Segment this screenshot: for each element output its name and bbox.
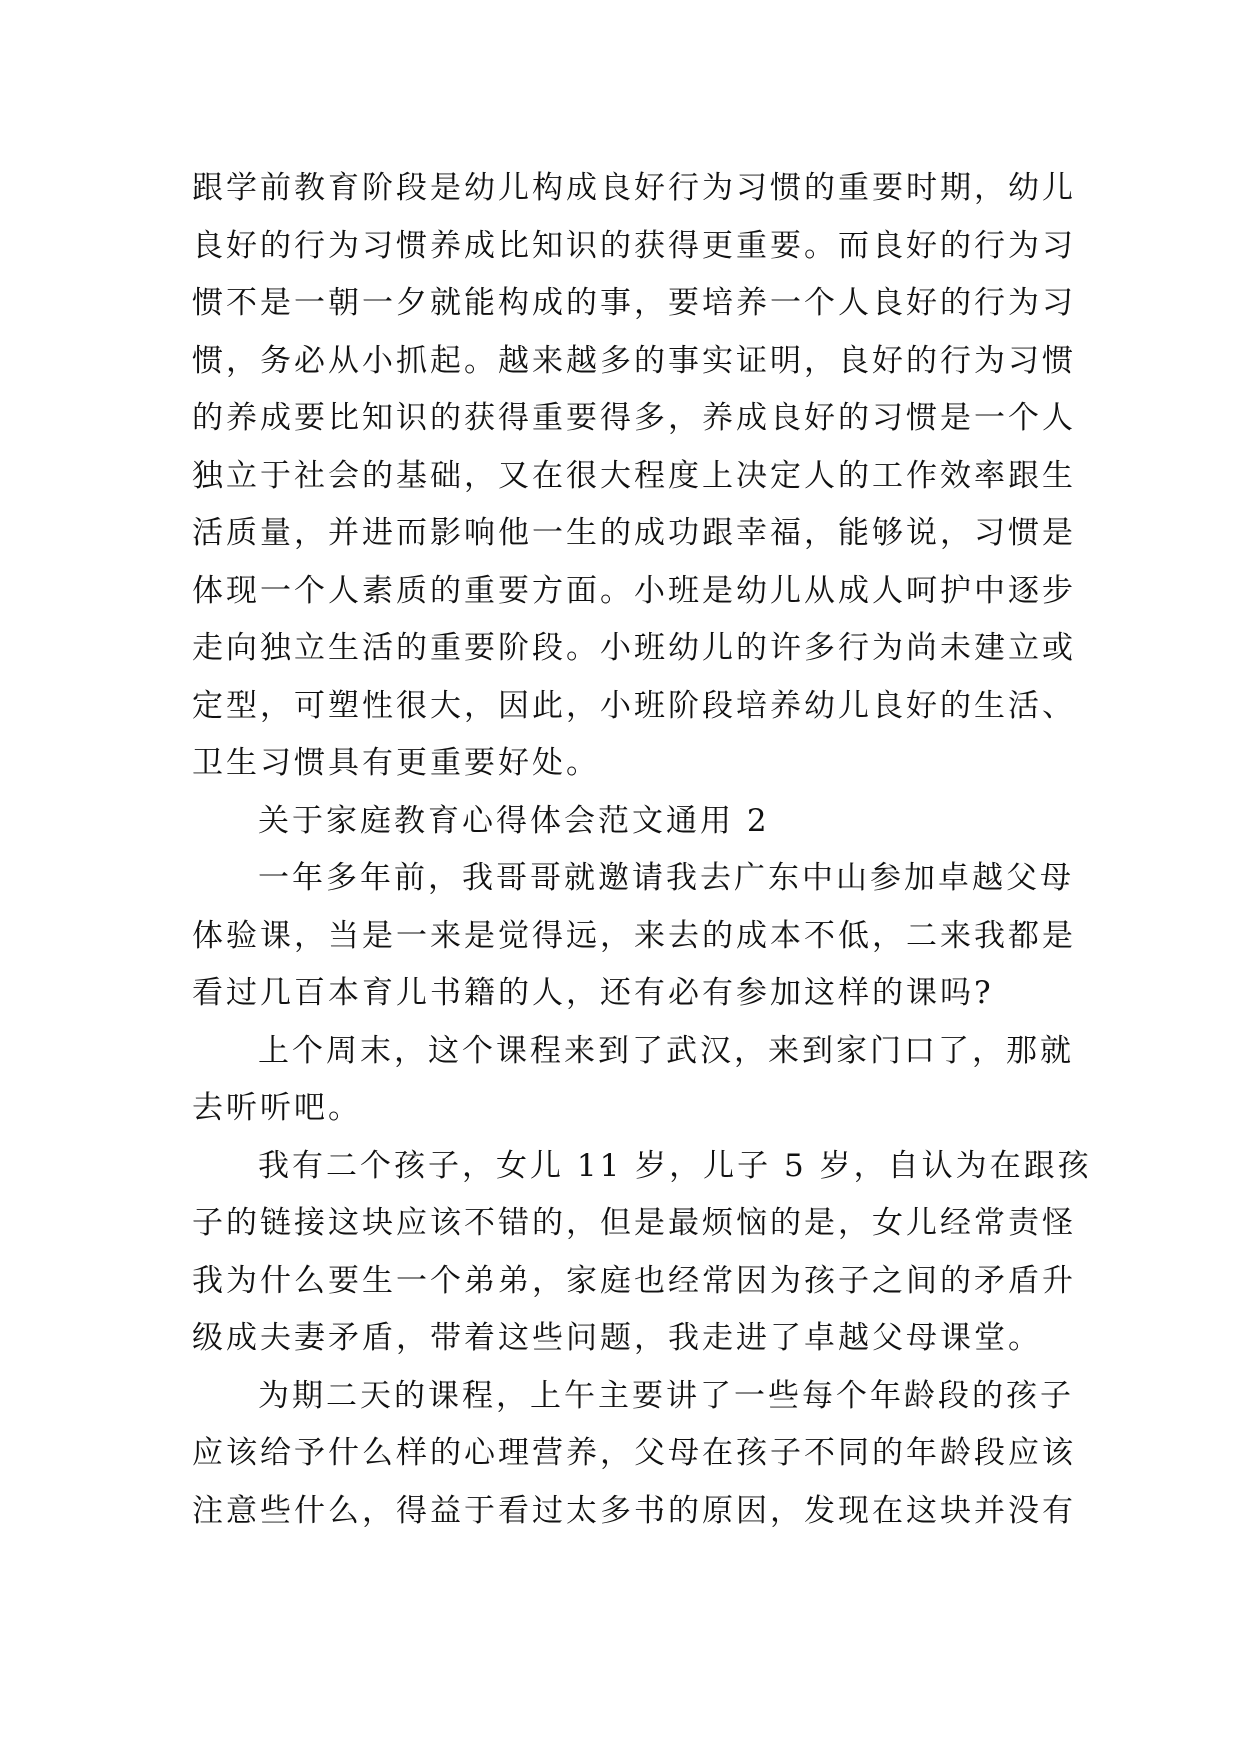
text-line: 走向独立生活的重要阶段。小班幼儿的许多行为尚未建立或 [192,630,1076,666]
text-line: 体现一个人素质的重要方面。小班是幼儿从成人呵护中逐步 [192,572,1076,609]
text-line: 体验课，当是一来是觉得远，来去的成本不低，二来我都是 [192,917,1076,954]
text-line: 独立于社会的基础，又在很大程度上决定人的工作效率跟生 [192,457,1076,494]
text-line: 注意些什么，得益于看过太多书的原因，发现在这块并没有 [192,1492,1076,1529]
text-line: 定型，可塑性很大，因此，小班阶段培养幼儿良好的生活、 [192,687,1076,724]
section-heading: 关于家庭教育心得体会范文通用 2 [258,802,770,839]
text-line: 良好的行为习惯养成比知识的获得更重要。而良好的行为习 [192,227,1076,264]
paragraph-start-line: 上个周末，这个课程来到了武汉，来到家门口了，那就 [258,1032,1074,1069]
paragraph-start-line: 为期二天的课程，上午主要讲了一些每个年龄段的孩子 [258,1377,1074,1414]
text-line: 卫生习惯具有更重要好处。 [192,745,600,781]
text-line: 跟学前教育阶段是幼儿构成良好行为习惯的重要时期，幼儿 [192,170,1076,206]
text-line: 我为什么要生一个弟弟，家庭也经常因为孩子之间的矛盾升 [192,1262,1076,1299]
text-line: 子的链接这块应该不错的，但是最烦恼的是，女儿经常责怪 [192,1205,1076,1241]
text-line: 去听听吧。 [192,1090,362,1126]
text-line: 应该给予什么样的心理营养，父母在孩子不同的年龄段应该 [192,1435,1076,1471]
text-line: 看过几百本育儿书籍的人，还有必有参加这样的课吗? [192,975,994,1011]
text-line: 惯不是一朝一夕就能构成的事，要培养一个人良好的行为习 [192,285,1076,321]
text-line: 惯，务必从小抓起。越来越多的事实证明，良好的行为习惯 [192,342,1076,379]
text-line: 级成夫妻矛盾，带着这些问题，我走进了卓越父母课堂。 [192,1320,1042,1356]
paragraph-start-line: 我有二个孩子，女儿 11 岁，儿子 5 岁，自认为在跟孩 [258,1147,1092,1184]
text-line: 的养成要比知识的获得重要得多，养成良好的习惯是一个人 [192,400,1076,436]
text-line: 活质量，并进而影响他一生的成功跟幸福，能够说，习惯是 [192,515,1076,551]
paragraph-start-line: 一年多年前，我哥哥就邀请我去广东中山参加卓越父母 [258,860,1074,896]
document-body [192,160,1092,1540]
